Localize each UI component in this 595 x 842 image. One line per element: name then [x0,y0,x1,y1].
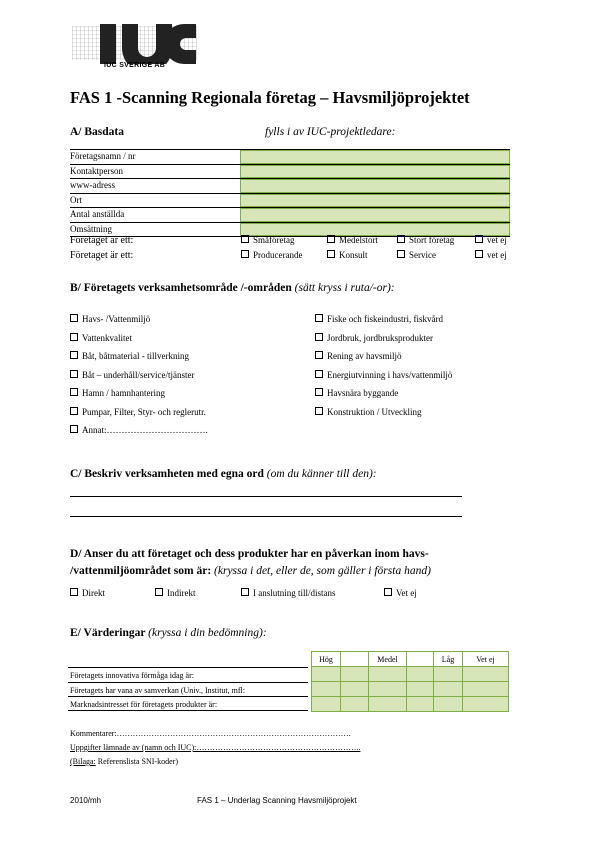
rating-row-label: Företagets innovativa förmåga idag är: [70,671,194,680]
ratings-row-rule-3 [68,696,308,697]
checkbox-label: Vattenkvalitet [82,332,132,343]
business-area-option[interactable] [315,370,452,380]
checkbox-label: Vet ej [396,588,417,598]
checkbox-label: Energiutvinning i havs/vattenmiljö [327,369,453,380]
rating-row-label: Företagets har vana av samverkan (Univ., Institut, mfl: [70,685,245,695]
rating-cell[interactable] [407,697,434,712]
checkbox-icon[interactable] [70,588,78,596]
checkbox-label: Medelstort [339,235,378,245]
rating-column-header [341,652,369,667]
impact-option[interactable] [384,588,417,598]
rating-cell[interactable] [312,697,341,712]
checkbox-icon[interactable] [70,370,78,378]
rating-cell[interactable] [341,667,369,682]
rating-cell[interactable] [434,682,463,697]
checkbox-label: Konsult [339,250,368,260]
checkbox-icon[interactable] [315,333,323,341]
basdata-row [70,149,510,165]
business-area-option[interactable] [315,388,398,398]
iuc-logo [72,22,197,72]
checkbox-icon[interactable] [70,388,78,396]
impact-option[interactable] [241,588,336,598]
business-area-option[interactable] [70,425,208,435]
checkbox-icon[interactable] [327,235,335,243]
rating-column-header: Låg [434,652,463,667]
basdata-input[interactable] [240,179,510,193]
section-d-heading-2: /vattenmiljöområdet som är: (kryssa i det, eller de, som gäller i första hand) [70,565,431,577]
checkbox-icon[interactable] [315,388,323,396]
basdata-row [70,208,510,223]
rating-column-header: Hög [312,652,341,667]
business-area-option[interactable] [70,370,194,380]
checkbox-label: Rening av havsmiljö [327,351,402,361]
basdata-label: www-adress [70,180,115,190]
basdata-label: Kontaktperson [70,165,123,176]
checkbox-label: Service [409,250,436,260]
basdata-input[interactable] [240,208,510,222]
rating-column-header [407,652,434,667]
checkbox-label: Pumpar, Filter, Styr- och reglerutr. [82,406,206,417]
rating-cell[interactable] [312,667,341,682]
checkbox-icon[interactable] [315,370,323,378]
checkbox-label: Konstruktion / Utveckling [327,406,422,417]
checkbox-label: Hamn / hamnhantering [82,388,165,398]
description-line-2[interactable] [70,516,462,517]
checkbox-label: Havs- /Vattenmiljö [82,314,151,324]
business-area-option[interactable] [70,333,132,343]
impact-option[interactable] [70,588,105,598]
ratings-row-rule-2 [68,682,308,683]
checkbox-icon[interactable] [155,588,163,596]
footer-title: FAS 1 – Underlag Scanning Havsmiljöprojekt [197,796,357,805]
checkbox-icon[interactable] [70,407,78,415]
rating-cell[interactable] [463,667,509,682]
business-area-option[interactable] [315,407,422,417]
checkbox-icon[interactable] [475,235,483,243]
business-area-option[interactable] [315,333,433,343]
company-size-option[interactable] [241,235,294,245]
checkbox-label: Havsnära byggande [327,388,399,398]
checkbox-label: Indirekt [167,588,196,598]
business-area-option[interactable] [70,407,206,417]
checkbox-label: Direkt [82,588,105,598]
section-a-heading: A/ Basdata [70,126,124,138]
checkbox-icon[interactable] [70,333,78,341]
rating-cell[interactable] [434,667,463,682]
rating-cell[interactable] [369,682,407,697]
ratings-row-rule-1 [68,667,308,668]
checkbox-icon[interactable] [70,425,78,433]
checkbox-label: vet ej [487,250,507,260]
company-type-option[interactable] [397,250,436,260]
business-area-option[interactable] [70,388,165,398]
company-type-option[interactable] [241,250,302,260]
section-e-heading: E/ Värderingar (kryssa i din bedömning): [70,627,267,639]
company-type-option[interactable] [327,250,368,260]
section-c-heading: C/ Beskriv verksamheten med egna ord (om du känner till den): [70,468,377,480]
checkbox-icon[interactable] [70,314,78,322]
company-type-label-2: Företaget är ett: [70,250,134,261]
rating-cell[interactable] [341,682,369,697]
business-area-option[interactable] [70,314,150,324]
rating-cell[interactable] [369,697,407,712]
ratings-table [311,651,509,712]
checkbox-icon[interactable] [397,250,405,258]
rating-column-header: Medel [369,652,407,667]
rating-cell[interactable] [463,697,509,712]
checkbox-icon[interactable] [70,351,78,359]
basdata-row [70,179,510,194]
checkbox-icon[interactable] [241,235,249,243]
rating-column-header: Vet ej [463,652,509,667]
description-line-1[interactable] [70,496,462,497]
logo-subtitle: IUC SVERIGE AB [104,62,166,69]
business-area-option[interactable] [315,314,443,324]
basdata-label: Ort [70,194,82,205]
comments-line[interactable]: Kommentarer:……………………………………………………………………………. [70,729,351,738]
rating-cell[interactable] [407,682,434,697]
basdata-row [70,165,510,180]
rating-cell[interactable] [434,697,463,712]
checkbox-icon[interactable] [315,407,323,415]
checkbox-label: Båt, båtmaterial - tillverkning [82,351,189,361]
iuc-logo-mark [72,22,197,64]
rating-cell[interactable] [463,682,509,697]
basdata-table [70,149,510,237]
checkbox-label: Småföretag [253,235,295,245]
checkbox-label: Annat:……………………………. [82,425,208,435]
checkbox-label: Producerande [253,250,303,260]
basdata-input[interactable] [240,223,510,237]
ratings-row-rule-4 [68,710,308,711]
impact-option[interactable] [155,588,196,598]
rating-row-label: Marknadsintresset för företagets produkter är: [70,700,218,709]
checkbox-label: Fiske och fiskeindustri, fiskvård [327,314,443,324]
company-size-option[interactable] [327,235,378,245]
company-type-label-1: Företaget är ett: [70,235,134,246]
business-area-option[interactable] [315,351,402,361]
checkbox-label: Båt – underhåll/service/tjänster [82,369,195,380]
page-title: FAS 1 -Scanning Regionala företag – Havsmiljöprojektet [70,88,470,107]
section-a-note: fylls i av IUC-projektledare: [265,126,396,138]
basdata-label: Omsättning [70,223,112,234]
business-area-option[interactable] [70,351,189,361]
basdata-row [70,194,510,209]
checkbox-label: Stort företag [409,235,455,245]
checkbox-icon[interactable] [315,314,323,322]
basdata-input[interactable] [240,165,510,179]
company-type-option[interactable] [475,250,507,260]
checkbox-icon[interactable] [241,250,249,258]
checkbox-label: I anslutning till/distans [253,588,336,598]
attachment-line: (Bilaga: Referenslista SNI-koder) [70,757,178,766]
checkbox-label: Jordbruk, jordbruksprodukter [327,332,433,343]
provided-by-line[interactable]: Uppgifter lämnade av (namn och IUC):…………………………………………………….. [70,743,361,752]
checkbox-icon[interactable] [327,250,335,258]
footer-date: 2010/mh [70,796,102,805]
company-size-option[interactable] [397,235,454,245]
checkbox-icon[interactable] [384,588,392,596]
basdata-label: Företagsnamn / nr [70,151,136,161]
checkbox-label: vet ej [487,235,507,245]
checkbox-icon[interactable] [241,588,249,596]
rating-cell[interactable] [369,667,407,682]
company-size-option[interactable] [475,235,507,245]
rating-cell[interactable] [341,697,369,712]
section-d-heading-1: D/ Anser du att företaget och dess produkter har en påverkan inom havs- [70,548,429,560]
basdata-input[interactable] [240,150,510,164]
checkbox-icon[interactable] [475,250,483,258]
basdata-input[interactable] [240,194,510,208]
checkbox-icon[interactable] [315,351,323,359]
rating-cell[interactable] [312,682,341,697]
checkbox-icon[interactable] [397,235,405,243]
basdata-label: Antal anställda [70,209,125,219]
section-b-heading: B/ Företagets verksamhetsområde /-områden (sätt kryss i ruta/-or): [70,282,395,294]
rating-cell[interactable] [407,667,434,682]
